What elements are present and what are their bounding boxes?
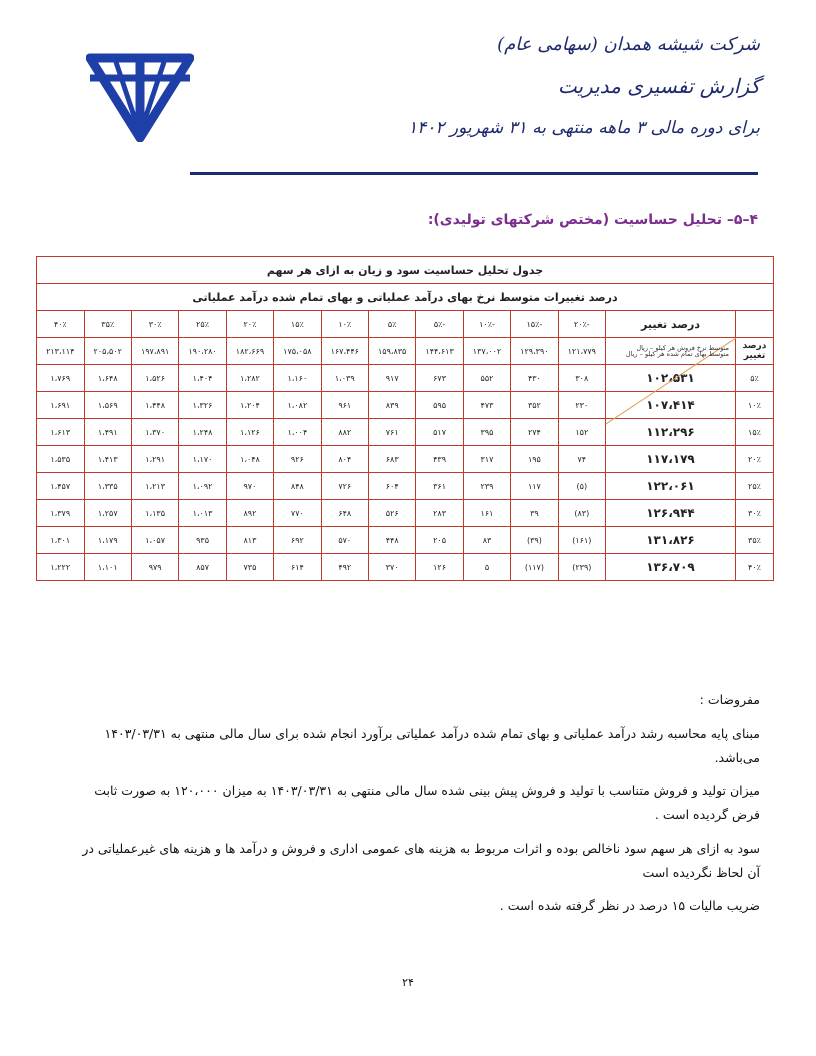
sensitivity-table-wrap: [36, 256, 774, 581]
table-row: [37, 500, 774, 527]
eps-value-cell: ۱،۲۹۱: [131, 446, 178, 473]
eps-value-cell: ۱،۰۱۳: [179, 500, 226, 527]
eps-value-cell: ۲۸۳: [416, 500, 463, 527]
eps-value-cell: ۱۵۲: [558, 419, 605, 446]
eps-value-cell: ۱۹۵: [511, 446, 558, 473]
unit-cost-cell: ۱۲۲،۰۶۱: [606, 473, 736, 500]
assumptions-section: [66, 688, 760, 928]
eps-value-cell: (۲۳۹): [558, 554, 605, 581]
eps-value-cell: ۱،۱۳۵: [131, 500, 178, 527]
price-change-cell: ۴۰٪: [37, 311, 85, 338]
header-corner-cell: [736, 311, 774, 338]
eps-value-cell: ۵: [463, 554, 510, 581]
eps-value-cell: ۵۵۲: [463, 365, 510, 392]
price-change-cell: ۵٪: [368, 311, 415, 338]
eps-value-cell: ۱،۳۳۵: [84, 473, 131, 500]
eps-value-cell: ۱،۲۰۴: [226, 392, 273, 419]
eps-value-cell: (۱۱۷): [511, 554, 558, 581]
sale-price-cell: ۱۹۷،۸۹۱: [131, 338, 178, 365]
price-change-cell: ۲۵٪: [179, 311, 226, 338]
eps-value-cell: ۹۳۵: [179, 527, 226, 554]
eps-value-cell: ۷۲۶: [321, 473, 368, 500]
eps-value-cell: ۱،۵۶۹: [84, 392, 131, 419]
assumption-4: ضریب مالیات ۱۵ درصد در نظر گرفته شده است .: [499, 898, 760, 914]
sale-price-cell: ۱۶۷،۴۴۶: [321, 338, 368, 365]
sale-price-row: [37, 338, 774, 365]
eps-value-cell: ۵۲۶: [368, 500, 415, 527]
eps-value-cell: ۴۹۲: [321, 554, 368, 581]
eps-value-cell: ۹۷۹: [131, 554, 178, 581]
eps-value-cell: ۱۶۱: [463, 500, 510, 527]
cost-change-label: درصد تغییر: [736, 338, 774, 365]
company-name: شرکت شیشه همدان (سهامی عام): [497, 34, 760, 55]
eps-value-cell: (۱۶۱): [558, 527, 605, 554]
eps-value-cell: ۱،۲۵۷: [84, 500, 131, 527]
price-change-cell: -۵٪: [416, 311, 463, 338]
eps-value-cell: ۹۷۰: [226, 473, 273, 500]
sale-price-cell: ۱۲۹،۳۹۰: [511, 338, 558, 365]
page-number: ۲۴: [402, 976, 414, 989]
eps-value-cell: ۴۳۹: [416, 446, 463, 473]
eps-value-cell: ۱،۰۳۹: [321, 365, 368, 392]
eps-value-cell: ۶۴۸: [321, 500, 368, 527]
eps-value-cell: ۸۴۸: [274, 473, 321, 500]
eps-value-cell: ۱،۱۰۱: [84, 554, 131, 581]
unit-cost-cell: ۱۰۷،۴۱۴: [606, 392, 736, 419]
eps-value-cell: (۳۹): [511, 527, 558, 554]
eps-value-cell: ۱،۶۱۳: [37, 419, 85, 446]
eps-value-cell: ۲۳۰: [558, 392, 605, 419]
eps-value-cell: ۷۴: [558, 446, 605, 473]
cost-change-cell: ۵٪: [736, 365, 774, 392]
diagonal-header-cell: [606, 338, 736, 365]
eps-value-cell: ۵۱۷: [416, 419, 463, 446]
table-row: [37, 446, 774, 473]
eps-value-cell: ۱،۴۹۱: [84, 419, 131, 446]
price-change-header-row: [37, 311, 774, 338]
unit-cost-cell: ۱۲۶،۹۴۴: [606, 500, 736, 527]
cost-change-cell: ۲۵٪: [736, 473, 774, 500]
eps-value-cell: ۳۹۵: [463, 419, 510, 446]
eps-value-cell: ۲۳۹: [463, 473, 510, 500]
change-percent-label: درصد تغییر: [606, 311, 736, 338]
eps-value-cell: ۱،۳۲۶: [179, 392, 226, 419]
eps-value-cell: ۱،۱۲۶: [226, 419, 273, 446]
cost-change-cell: ۲۰٪: [736, 446, 774, 473]
eps-value-cell: ۱،۳۷۰: [131, 419, 178, 446]
eps-value-cell: ۱،۶۹۱: [37, 392, 85, 419]
eps-value-cell: ۲۰۵: [416, 527, 463, 554]
eps-value-cell: ۷۳۵: [226, 554, 273, 581]
eps-value-cell: ۱،۳۷۹: [37, 500, 85, 527]
eps-value-cell: ۵۹۵: [416, 392, 463, 419]
eps-value-cell: ۸۹۲: [226, 500, 273, 527]
price-change-cell: -۱۵٪: [511, 311, 558, 338]
sale-price-cell: ۲۰۵،۵۰۲: [84, 338, 131, 365]
cost-change-cell: ۱۰٪: [736, 392, 774, 419]
report-title: گزارش تفسیری مدیریت: [557, 74, 760, 98]
price-change-cell: ۳۵٪: [84, 311, 131, 338]
unit-cost-cell: ۱۳۱،۸۲۶: [606, 527, 736, 554]
eps-value-cell: ۱،۱۶۰: [274, 365, 321, 392]
eps-value-cell: ۱،۴۵۷: [37, 473, 85, 500]
eps-value-cell: ۷۶۱: [368, 419, 415, 446]
eps-value-cell: ۶۱۴: [274, 554, 321, 581]
cost-change-cell: ۳۵٪: [736, 527, 774, 554]
price-change-cell: ۳۰٪: [131, 311, 178, 338]
eps-value-cell: ۷۷۰: [274, 500, 321, 527]
eps-value-cell: ۱،۰۰۴: [274, 419, 321, 446]
eps-value-cell: ۸۳: [463, 527, 510, 554]
table-row: [37, 473, 774, 500]
eps-value-cell: ۱،۲۴۸: [179, 419, 226, 446]
eps-value-cell: ۱،۷۶۹: [37, 365, 85, 392]
eps-value-cell: ۸۵۷: [179, 554, 226, 581]
sale-price-cell: ۱۵۹،۸۳۵: [368, 338, 415, 365]
eps-value-cell: ۱،۱۷۰: [179, 446, 226, 473]
assumption-1: مبنای پایه محاسبه رشد درآمد عملیاتی و بهای تمام شده درآمد عملیاتی برآورد انجام شده برای سال مالی منتهی به ۱۴۰۳/۰۳/۳۱ می‌باشد.: [104, 725, 760, 765]
eps-value-cell: ۳۶۱: [416, 473, 463, 500]
eps-value-cell: ۸۰۴: [321, 446, 368, 473]
eps-value-cell: ۱،۲۲۲: [37, 554, 85, 581]
sale-price-cell: ۲۱۳،۱۱۴: [37, 338, 85, 365]
eps-value-cell: ۳۱۷: [463, 446, 510, 473]
document-header: [400, 28, 760, 137]
cost-change-cell: ۴۰٪: [736, 554, 774, 581]
assumption-3: سود به ازای هر سهم سود ناخالص بوده و اثرات مربوط به هزینه های عمومی اداری و فروش و درآمد ها و هزینه های غیرعملیاتی در آن لحاظ نگردیده است: [82, 840, 760, 880]
diag-bottom-label: متوسط بهای تمام شده هر کیلو – ریال: [625, 350, 729, 358]
sale-price-cell: ۱۹۰،۲۸۰: [179, 338, 226, 365]
eps-value-cell: (۸۳): [558, 500, 605, 527]
assumption-2: میزان تولید و فروش متناسب با تولید و فروش پیش بینی شده سال مالی منتهی به ۱۴۰۳/۰۳/۳۱ به میزان ۱۲۰،۰۰۰ به صورت ثابت فرض گردیده است .: [94, 783, 760, 822]
price-change-cell: ۱۰٪: [321, 311, 368, 338]
eps-value-cell: ۱۱۷: [511, 473, 558, 500]
eps-value-cell: ۱،۰۵۷: [131, 527, 178, 554]
table-row: [37, 554, 774, 581]
eps-value-cell: ۱،۵۲۶: [131, 365, 178, 392]
sale-price-cell: ۱۸۲،۶۶۹: [226, 338, 273, 365]
eps-value-cell: ۹۲۶: [274, 446, 321, 473]
eps-value-cell: ۱،۰۸۲: [274, 392, 321, 419]
price-change-cell: ۲۰٪: [226, 311, 273, 338]
unit-cost-cell: ۱۱۲،۲۹۶: [606, 419, 736, 446]
eps-value-cell: ۱،۵۳۵: [37, 446, 85, 473]
price-change-cell: -۲۰٪: [558, 311, 605, 338]
eps-value-cell: ۹۶۱: [321, 392, 368, 419]
eps-value-cell: ۹۱۷: [368, 365, 415, 392]
eps-value-cell: ۱،۰۴۸: [226, 446, 273, 473]
eps-value-cell: ۶۹۲: [274, 527, 321, 554]
eps-value-cell: ۱،۴۱۳: [84, 446, 131, 473]
sale-price-cell: ۱۷۵،۰۵۸: [274, 338, 321, 365]
eps-value-cell: ۳۷۰: [368, 554, 415, 581]
unit-cost-cell: ۱۱۷،۱۷۹: [606, 446, 736, 473]
report-period: برای دوره مالی ۳ ماهه منتهی به ۳۱ شهریور ۱۴۰۲: [407, 118, 760, 138]
sale-price-cell: ۱۳۷،۰۰۲: [463, 338, 510, 365]
sensitivity-table: [36, 256, 774, 581]
cost-change-cell: ۱۵٪: [736, 419, 774, 446]
table-row: [37, 527, 774, 554]
sale-price-cell: ۱۴۴،۶۱۳: [416, 338, 463, 365]
diag-top-label: متوسط نرخ فروش هر کیلو – ریال: [636, 344, 729, 352]
price-change-cell: -۱۰٪: [463, 311, 510, 338]
cost-change-cell: ۳۰٪: [736, 500, 774, 527]
sale-price-cell: ۱۲۱،۷۷۹: [558, 338, 605, 365]
eps-value-cell: ۳۵۲: [511, 392, 558, 419]
company-logo: [86, 48, 194, 142]
unit-cost-cell: ۱۰۲،۵۳۱: [606, 365, 736, 392]
eps-value-cell: ۸۱۳: [226, 527, 273, 554]
eps-value-cell: ۱،۱۷۹: [84, 527, 131, 554]
table-caption: جدول تحلیل حساسیت سود و زیان به ازای هر سهم: [37, 257, 774, 284]
eps-value-cell: ۵۷۰: [321, 527, 368, 554]
eps-value-cell: ۱،۴۰۴: [179, 365, 226, 392]
eps-value-cell: ۱،۲۸۲: [226, 365, 273, 392]
eps-value-cell: ۱،۲۱۳: [131, 473, 178, 500]
unit-cost-cell: ۱۳۶،۷۰۹: [606, 554, 736, 581]
eps-value-cell: ۴۳۰: [511, 365, 558, 392]
section-title: ۴–۵– تحلیل حساسیت (مختص شرکتهای تولیدی):: [427, 212, 758, 228]
eps-value-cell: (۵): [558, 473, 605, 500]
eps-value-cell: ۳۹: [511, 500, 558, 527]
assumptions-heading: مفروضات :: [699, 692, 760, 707]
eps-value-cell: ۱۲۶: [416, 554, 463, 581]
header-divider: [190, 172, 758, 175]
eps-value-cell: ۱،۴۴۸: [131, 392, 178, 419]
eps-value-cell: ۱،۳۰۱: [37, 527, 85, 554]
eps-value-cell: ۴۴۸: [368, 527, 415, 554]
eps-value-cell: ۸۳۹: [368, 392, 415, 419]
eps-value-cell: ۱،۰۹۲: [179, 473, 226, 500]
eps-value-cell: ۶۰۴: [368, 473, 415, 500]
table-subcaption: درصد تغییرات متوسط نرخ بهای درآمد عملیاتی و بهای تمام شده درآمد عملیاتی: [37, 284, 774, 311]
eps-value-cell: ۴۷۳: [463, 392, 510, 419]
eps-value-cell: ۱،۶۴۸: [84, 365, 131, 392]
eps-value-cell: ۸۸۲: [321, 419, 368, 446]
price-change-cell: ۱۵٪: [274, 311, 321, 338]
eps-value-cell: ۲۷۴: [511, 419, 558, 446]
eps-value-cell: ۳۰۸: [558, 365, 605, 392]
eps-value-cell: ۶۸۳: [368, 446, 415, 473]
eps-value-cell: ۶۷۳: [416, 365, 463, 392]
